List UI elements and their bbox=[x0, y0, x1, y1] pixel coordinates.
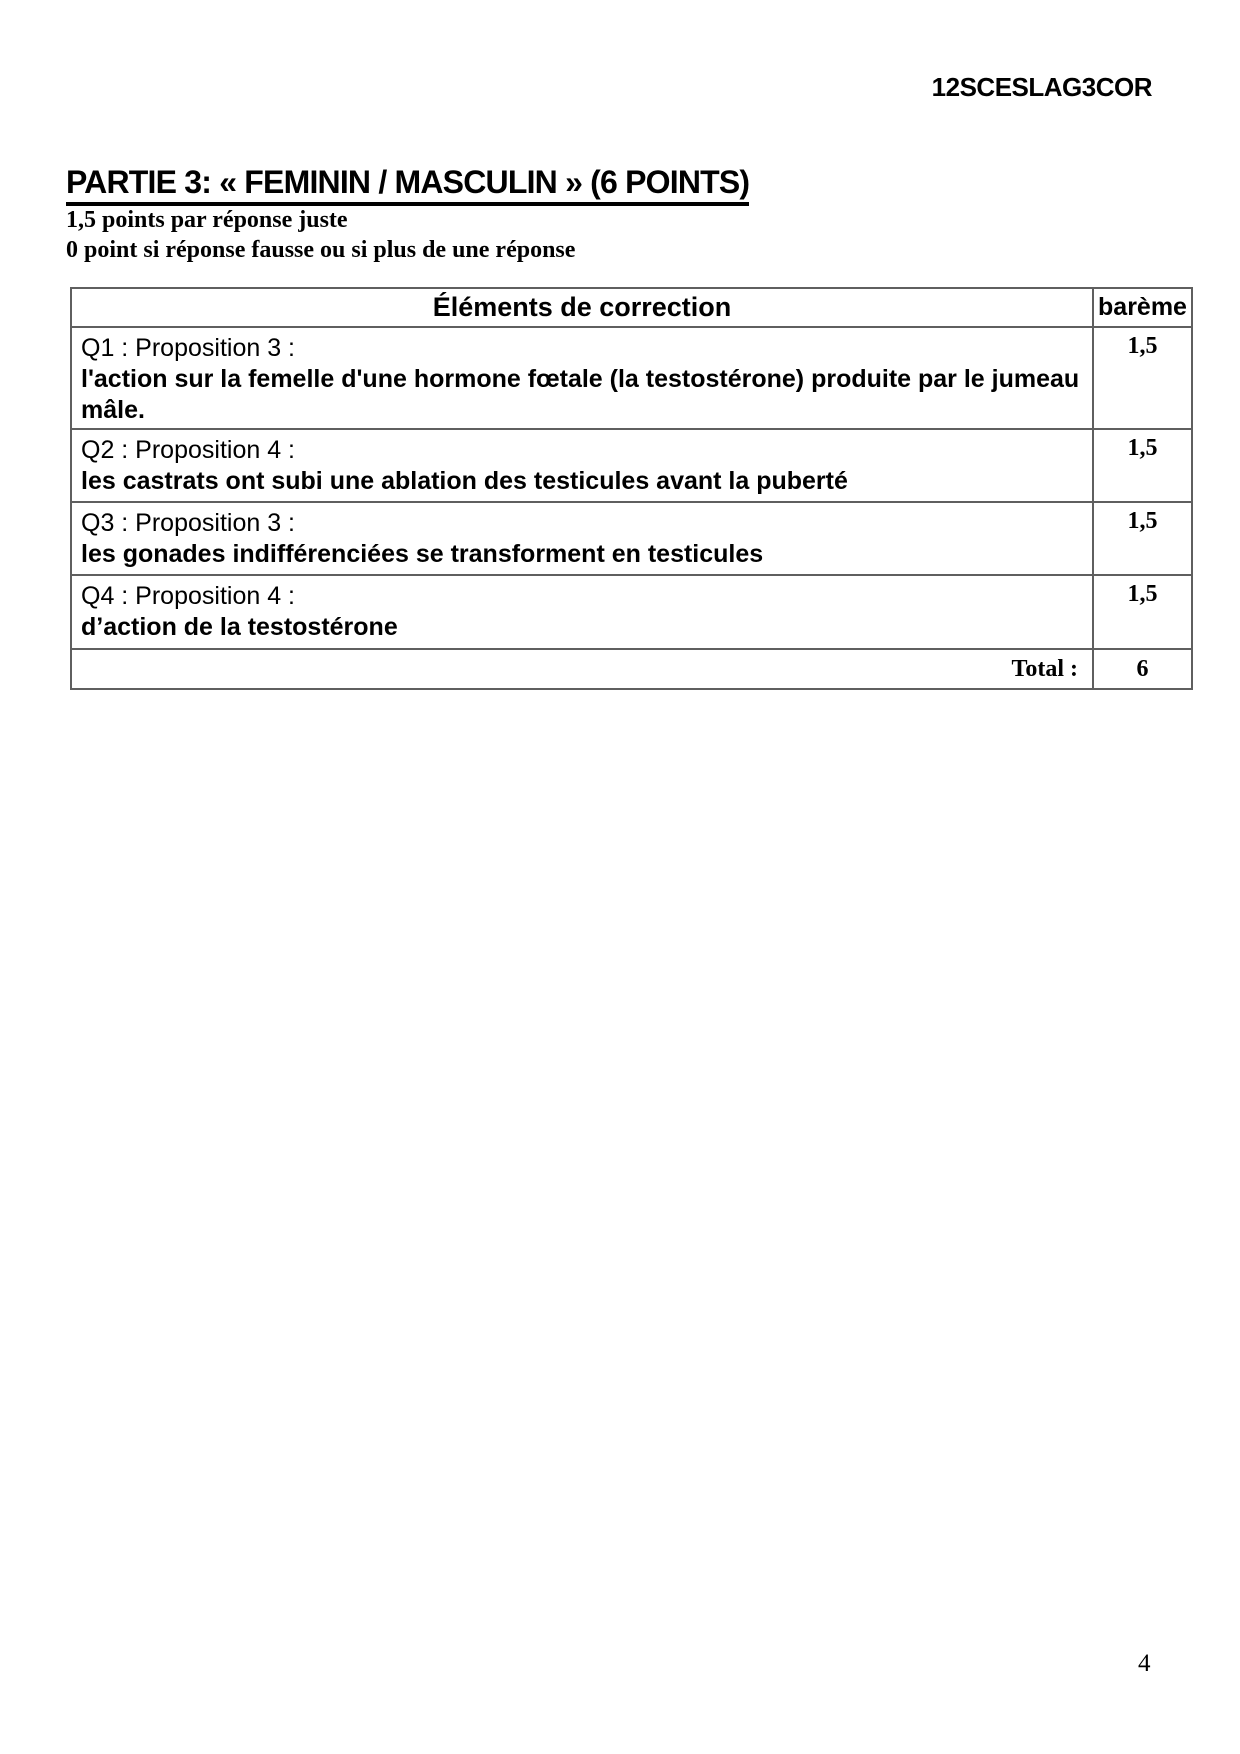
page-number: 4 bbox=[1138, 1650, 1151, 1677]
answer-cell bbox=[71, 575, 1093, 649]
total-row bbox=[71, 649, 1192, 689]
score-cell: 1,5 bbox=[1093, 575, 1192, 649]
table-row bbox=[71, 327, 1192, 429]
document-reference-code: 12SCESLAG3COR bbox=[931, 72, 1152, 102]
answer-cell bbox=[71, 429, 1093, 502]
total-value: 6 bbox=[1093, 649, 1192, 689]
answer-cell bbox=[71, 327, 1093, 429]
scoring-rule-line: 1,5 points par réponse juste bbox=[66, 207, 348, 233]
question-answer: les gonades indifférenciées se transforment en testicules bbox=[81, 540, 764, 568]
scoring-rules bbox=[66, 205, 575, 265]
table-header-row bbox=[71, 288, 1192, 327]
question-answer: les castrats ont subi une ablation des testicules avant la puberté bbox=[81, 467, 848, 495]
answer-cell bbox=[71, 502, 1093, 575]
table-row bbox=[71, 575, 1192, 649]
correction-table bbox=[70, 287, 1193, 690]
question-label: Q4 : Proposition 4 : bbox=[81, 582, 296, 610]
question-label: Q3 : Proposition 3 : bbox=[81, 509, 296, 537]
question-label: Q2 : Proposition 4 : bbox=[81, 436, 296, 464]
section-title-text: PARTIE 3: « FEMININ / MASCULIN » (6 POINTS) bbox=[66, 163, 749, 206]
scoring-rule-line: 0 point si réponse fausse ou si plus de une réponse bbox=[66, 237, 576, 263]
score-cell: 1,5 bbox=[1093, 429, 1192, 502]
column-header-bareme: barème bbox=[1093, 288, 1192, 327]
score-cell: 1,5 bbox=[1093, 327, 1192, 429]
column-header-elements: Éléments de correction bbox=[71, 288, 1093, 327]
question-label: Q1 : Proposition 3 : bbox=[81, 334, 296, 362]
table-row bbox=[71, 429, 1192, 502]
section-title bbox=[66, 163, 749, 206]
table-row bbox=[71, 502, 1192, 575]
score-cell: 1,5 bbox=[1093, 502, 1192, 575]
question-answer: d’action de la testostérone bbox=[81, 613, 398, 641]
question-answer: l'action sur la femelle d'une hormone fœtale (la testostérone) produite par le jumeau mâle. bbox=[81, 365, 1080, 424]
total-label: Total : bbox=[71, 649, 1093, 689]
